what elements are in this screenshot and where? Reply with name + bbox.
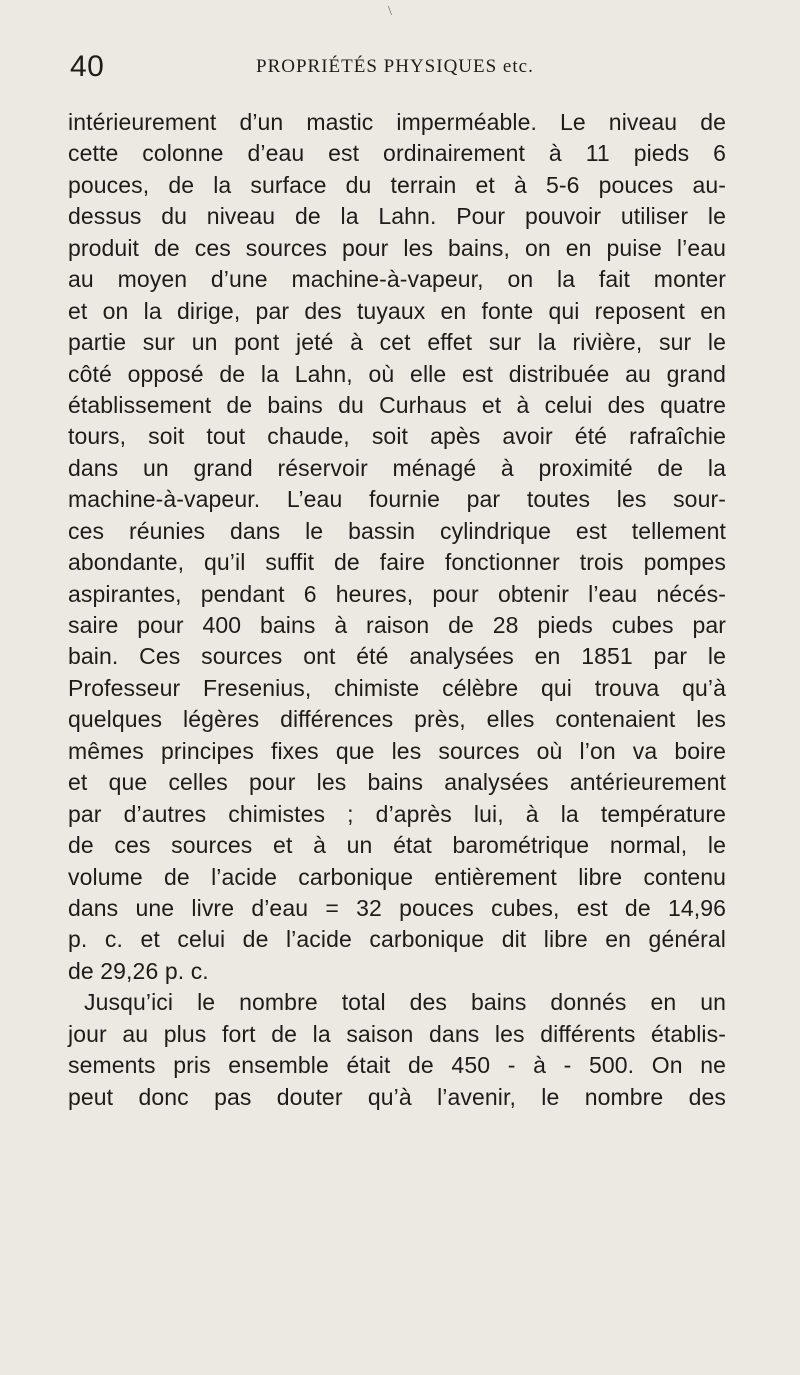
text-line: partie sur un pont jeté à cet effet sur la rivière, sur le [68,329,726,356]
text-line: saire pour 400 bains à raison de 28 pieds cubes par [68,612,726,638]
text-line: quelques légères différences près, elles contenaient les [68,706,726,733]
text-line: produit de ces sources pour les bains, on en puise l’eau [68,234,726,261]
text-line: volume de l’acide carbonique entièrement libre contenu [68,863,726,890]
text-line: dessus du niveau de la Lahn. Pour pouvoir utiliser le [68,203,726,230]
text-line: au moyen d’une machine-à-vapeur, on la fait monter [68,266,726,293]
text-line: sements pris ensemble était de 450 - à - 500. On ne [68,1052,726,1079]
text-line: bain. Ces sources ont été analysées en 1851 par le [68,643,726,670]
text-line: p. c. et celui de l’acide carbonique dit libre en général [68,926,726,953]
text-line: intérieurement d’un mastic imperméable. Le niveau de [68,109,726,135]
text-line: tours, soit tout chaude, soit apès avoir été rafraîchie [68,423,726,450]
text-line: Jusqu’ici le nombre total des bains donnés en un [84,989,726,1016]
running-head: PROPRIÉTÉS PHYSIQUES etc. [256,56,534,77]
text-line: dans un grand réservoir ménagé à proximité de la [68,454,726,481]
text-line: ces réunies dans le bassin cylindrique est tellement [68,517,726,544]
text-line: et que celles pour les bains analysées antérieurement [68,769,726,796]
margin-mark: \ [388,4,392,19]
text-line: dans une livre d’eau = 32 pouces cubes, est de 14,96 [68,894,726,921]
text-line: aspirantes, pendant 6 heures, pour obtenir l’eau nécés- [68,580,726,607]
text-line: établissement de bains du Curhaus et à celui des quatre [68,391,726,418]
text-line: de ces sources et à un état barométrique normal, le [68,832,726,859]
text-line: de 29,26 p. c. [68,957,209,984]
text-line: pouces, de la surface du terrain et à 5-6 pouces au- [68,171,726,198]
text-line: cette colonne d’eau est ordinairement à 11 pieds 6 [68,140,726,167]
page-header [70,50,725,86]
text-line: Professeur Fresenius, chimiste célèbre qui trouva qu’à [68,674,726,701]
text-line: abondante, qu’il suffit de faire fonctionner trois pompes [68,549,726,576]
page-number: 40 [70,50,105,83]
text-line: côté opposé de la Lahn, où elle est distribuée au grand [68,360,726,387]
text-line: peut donc pas douter qu’à l’avenir, le nombre des [68,1083,726,1110]
text-line: machine-à-vapeur. L’eau fournie par toutes les sour- [68,486,726,513]
text-line: jour au plus fort de la saison dans les différents établis- [68,1020,726,1047]
body-text [68,107,726,1113]
text-line: mêmes principes fixes que les sources où l’on va boire [68,737,726,764]
text-line: et on la dirige, par des tuyaux en fonte qui reposent en [68,297,726,324]
text-line: par d’autres chimistes ; d’après lui, à la température [68,800,726,827]
